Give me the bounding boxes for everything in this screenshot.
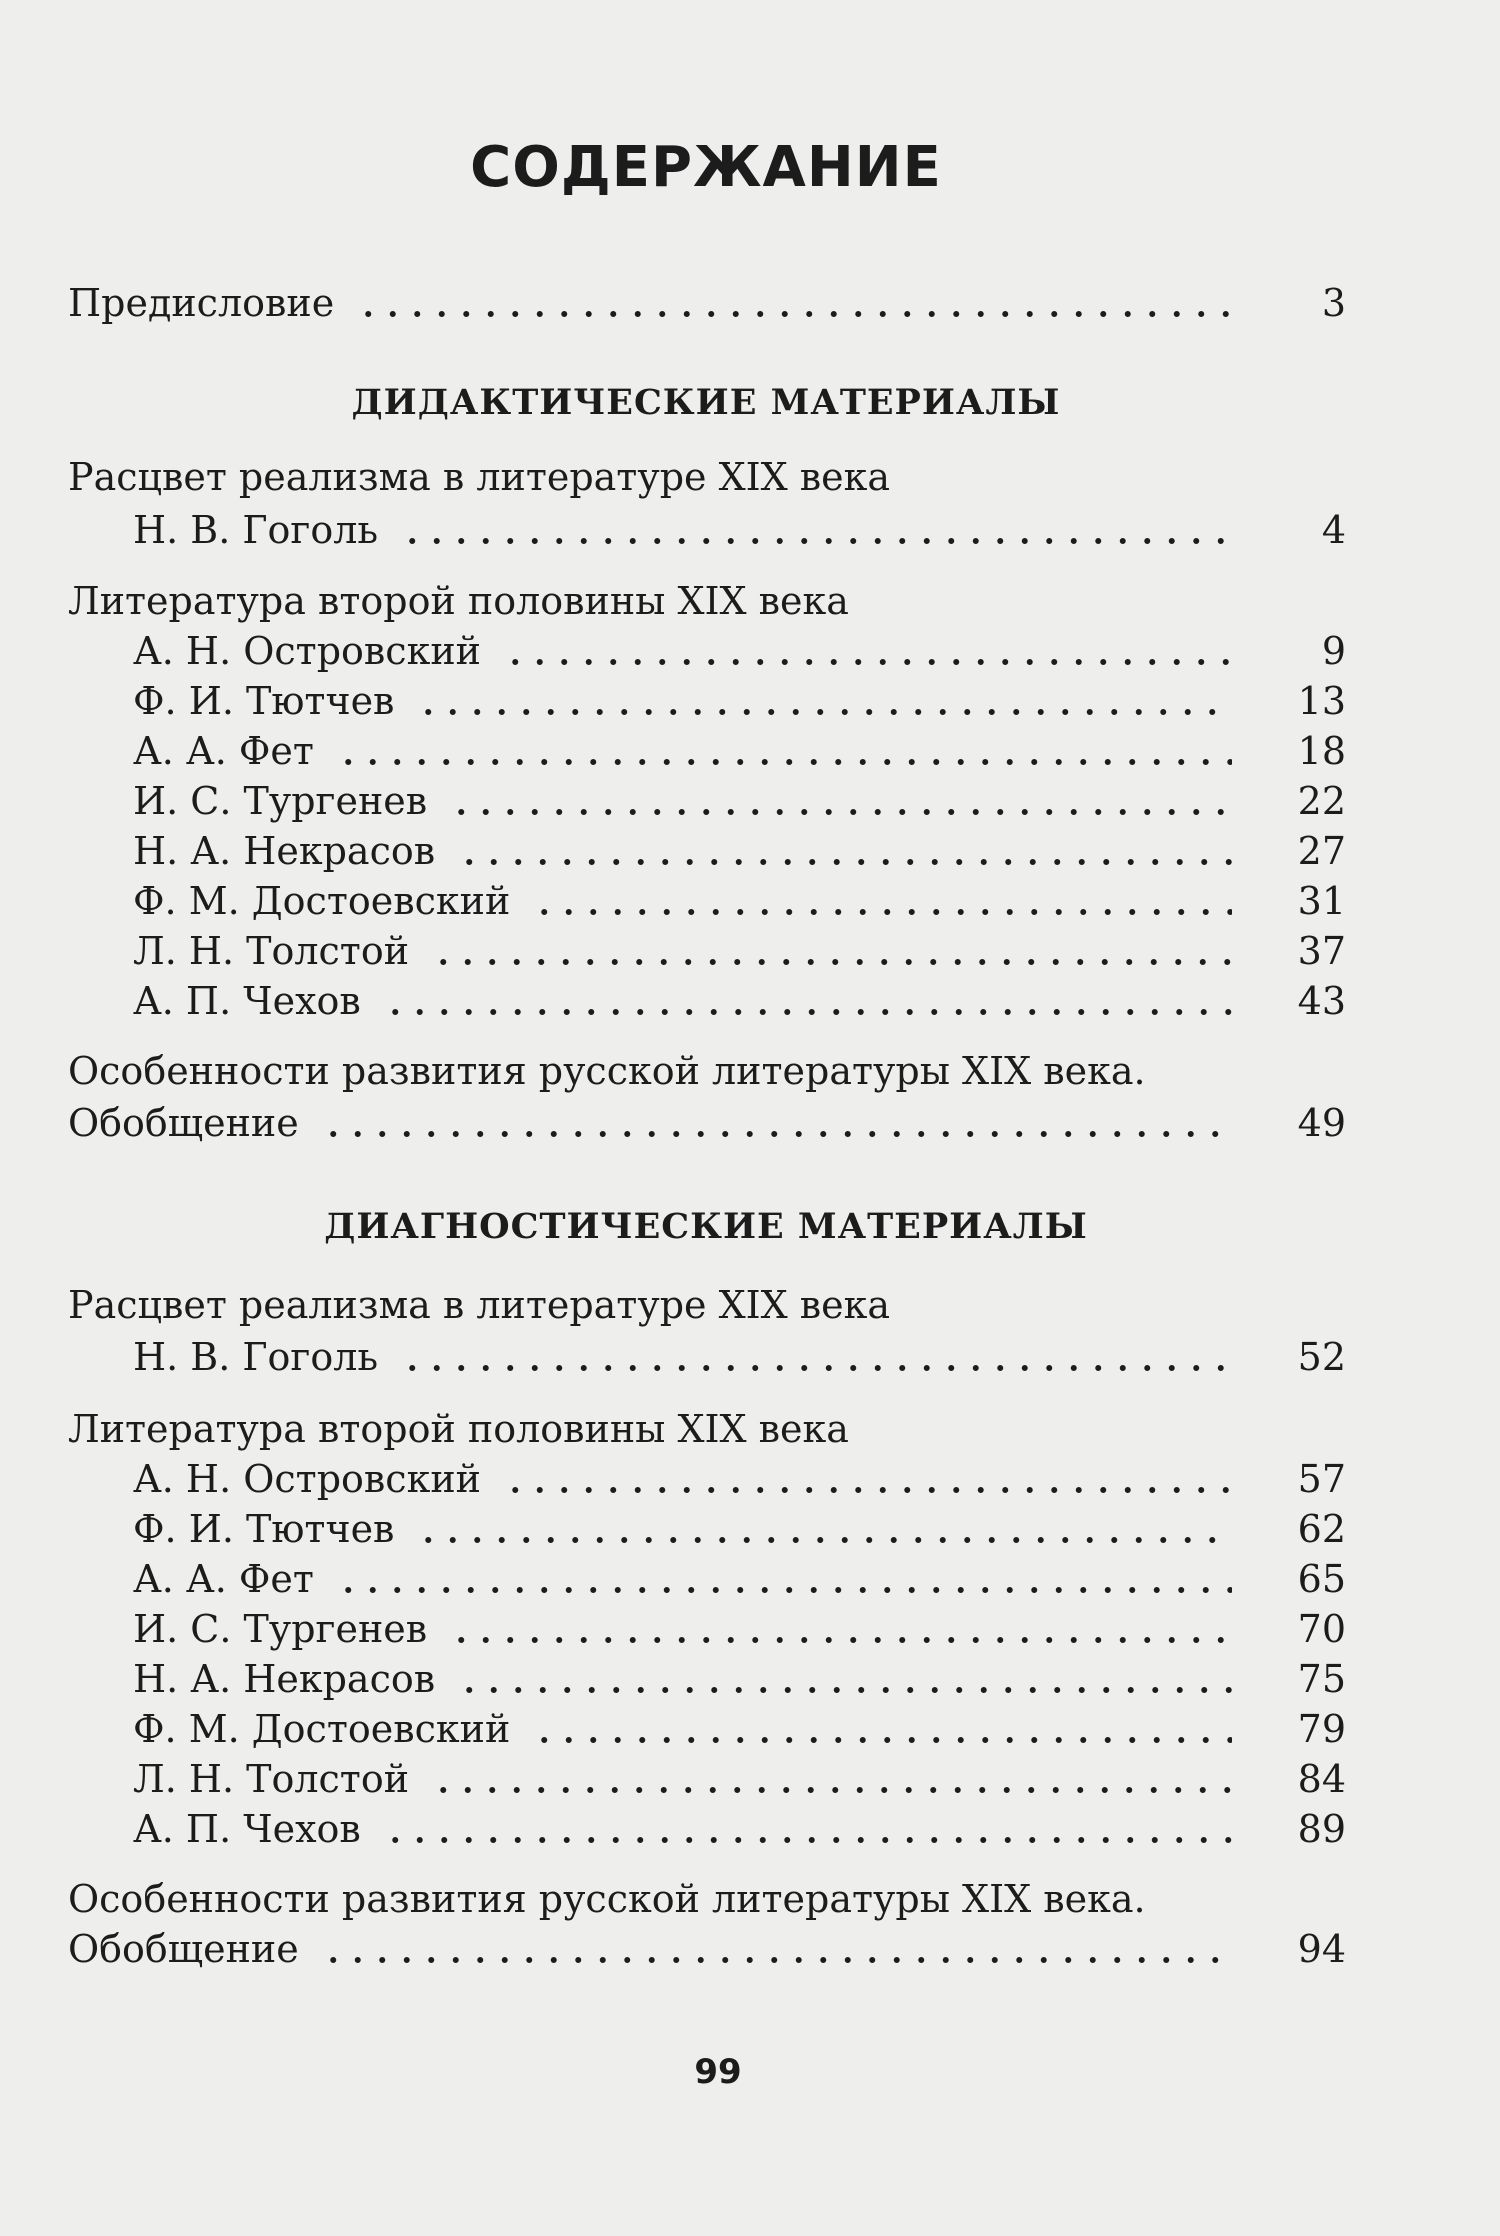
toc-entry — [133, 1702, 1346, 1754]
toc-entry — [133, 824, 1346, 876]
toc-entry — [133, 974, 1346, 1026]
toc-entry-page: 22 — [1297, 779, 1346, 823]
dot-leader — [321, 1957, 1232, 1963]
toc-entry-page: 18 — [1297, 729, 1346, 773]
toc-entry — [133, 924, 1346, 976]
part-title: Расцвет реализма в литературе XIX века — [68, 1283, 891, 1327]
toc-entry-preface — [68, 276, 1346, 328]
toc-entry-page: 43 — [1297, 979, 1346, 1023]
part-title: Особенности развития русской литературы XIX века. — [68, 1877, 1146, 1921]
dot-leader — [400, 538, 1232, 544]
dot-leader — [532, 909, 1232, 915]
toc-entry-page: 9 — [1321, 629, 1346, 673]
dot-leader — [503, 1487, 1232, 1493]
toc-entry — [133, 624, 1346, 676]
dot-leader — [400, 1365, 1232, 1371]
toc-entry-label: Н. А. Некрасов — [133, 1657, 436, 1701]
toc-entry-label: Н. В. Гоголь — [133, 508, 379, 552]
toc-entry — [133, 1502, 1346, 1554]
part-title: Расцвет реализма в литературе XIX века — [68, 455, 891, 499]
dot-leader — [416, 1537, 1232, 1543]
toc-entry-label: И. С. Тургенев — [133, 1607, 428, 1651]
toc-entry — [133, 1752, 1346, 1804]
toc-entry-page: 79 — [1297, 1707, 1346, 1751]
toc-entry — [133, 1330, 1346, 1382]
dot-leader — [336, 759, 1232, 765]
toc-entry-label: Ф. И. Тютчев — [133, 679, 395, 723]
dot-leader — [431, 959, 1232, 965]
toc-entry-label: А. П. Чехов — [133, 979, 361, 1023]
toc-entry-label: Предисловие — [68, 281, 335, 325]
dot-leader — [449, 1637, 1232, 1643]
toc-entry-label: Ф. М. Достоевский — [133, 879, 511, 923]
toc-entry — [133, 674, 1346, 726]
toc-entry-label: А. Н. Островский — [133, 1457, 481, 1501]
toc-entry-label: Л. Н. Толстой — [133, 1757, 410, 1801]
dot-leader — [321, 1131, 1232, 1137]
toc-entry-page: 31 — [1297, 879, 1346, 923]
toc-entry-page: 75 — [1297, 1657, 1346, 1701]
dot-leader — [503, 659, 1232, 665]
toc-entry-page: 27 — [1297, 829, 1346, 873]
toc-entry-page: 4 — [1321, 508, 1346, 552]
toc-entry-label: А. П. Чехов — [133, 1807, 361, 1851]
toc-entry — [133, 1802, 1346, 1854]
toc-entry-page: 89 — [1297, 1807, 1346, 1851]
toc-entry — [133, 1652, 1346, 1704]
dot-leader — [356, 311, 1232, 317]
toc-entry-label: А. Н. Островский — [133, 629, 481, 673]
dot-leader — [336, 1587, 1232, 1593]
toc-entry-page: 62 — [1297, 1507, 1346, 1551]
toc-entry-page: 13 — [1297, 679, 1346, 723]
toc-entry-label: Н. А. Некрасов — [133, 829, 436, 873]
section-heading-diagnostic: ДИАГНОСТИЧЕСКИЕ МАТЕРИАЛЫ — [324, 1206, 1088, 1247]
part-title: Литература второй половины XIX века — [68, 1407, 849, 1451]
toc-entry-page: 84 — [1297, 1757, 1346, 1801]
dot-leader — [416, 709, 1232, 715]
toc-entry — [133, 503, 1346, 555]
dot-leader — [383, 1009, 1232, 1015]
dot-leader — [449, 809, 1232, 815]
toc-entry-page: 70 — [1297, 1607, 1346, 1651]
toc-entry-label: Н. В. Гоголь — [133, 1335, 379, 1379]
toc-entry-label: Ф. М. Достоевский — [133, 1707, 511, 1751]
toc-entry-label: Л. Н. Толстой — [133, 929, 410, 973]
toc-entry-label: Обобщение — [68, 1101, 299, 1145]
toc-entry — [133, 874, 1346, 926]
dot-leader — [532, 1737, 1232, 1743]
section-heading-didactic: ДИДАКТИЧЕСКИЕ МАТЕРИАЛЫ — [351, 382, 1061, 423]
toc-entry-page: 57 — [1297, 1457, 1346, 1501]
page-title: СОДЕРЖАНИЕ — [470, 135, 942, 200]
toc-entry-page: 49 — [1297, 1101, 1346, 1145]
toc-entry-page: 3 — [1321, 281, 1346, 325]
toc-entry — [68, 1922, 1346, 1974]
toc-entry — [68, 1096, 1346, 1148]
dot-leader — [457, 859, 1232, 865]
toc-entry — [133, 1452, 1346, 1504]
part-title: Особенности развития русской литературы XIX века. — [68, 1049, 1146, 1093]
toc-entry — [133, 774, 1346, 826]
toc-entry-label: Ф. И. Тютчев — [133, 1507, 395, 1551]
toc-entry — [133, 724, 1346, 776]
dot-leader — [383, 1837, 1232, 1843]
toc-entry — [133, 1552, 1346, 1604]
toc-entry — [133, 1602, 1346, 1654]
toc-entry-page: 94 — [1297, 1927, 1346, 1971]
toc-entry-label: Обобщение — [68, 1927, 299, 1971]
toc-entry-label: И. С. Тургенев — [133, 779, 428, 823]
toc-entry-label: А. А. Фет — [133, 729, 314, 773]
toc-entry-page: 37 — [1297, 929, 1346, 973]
toc-entry-page: 52 — [1297, 1335, 1346, 1379]
toc-entry-label: А. А. Фет — [133, 1557, 314, 1601]
dot-leader — [457, 1687, 1232, 1693]
dot-leader — [431, 1787, 1232, 1793]
page-number: 99 — [694, 2052, 742, 2092]
part-title: Литература второй половины XIX века — [68, 579, 849, 623]
toc-entry-page: 65 — [1297, 1557, 1346, 1601]
